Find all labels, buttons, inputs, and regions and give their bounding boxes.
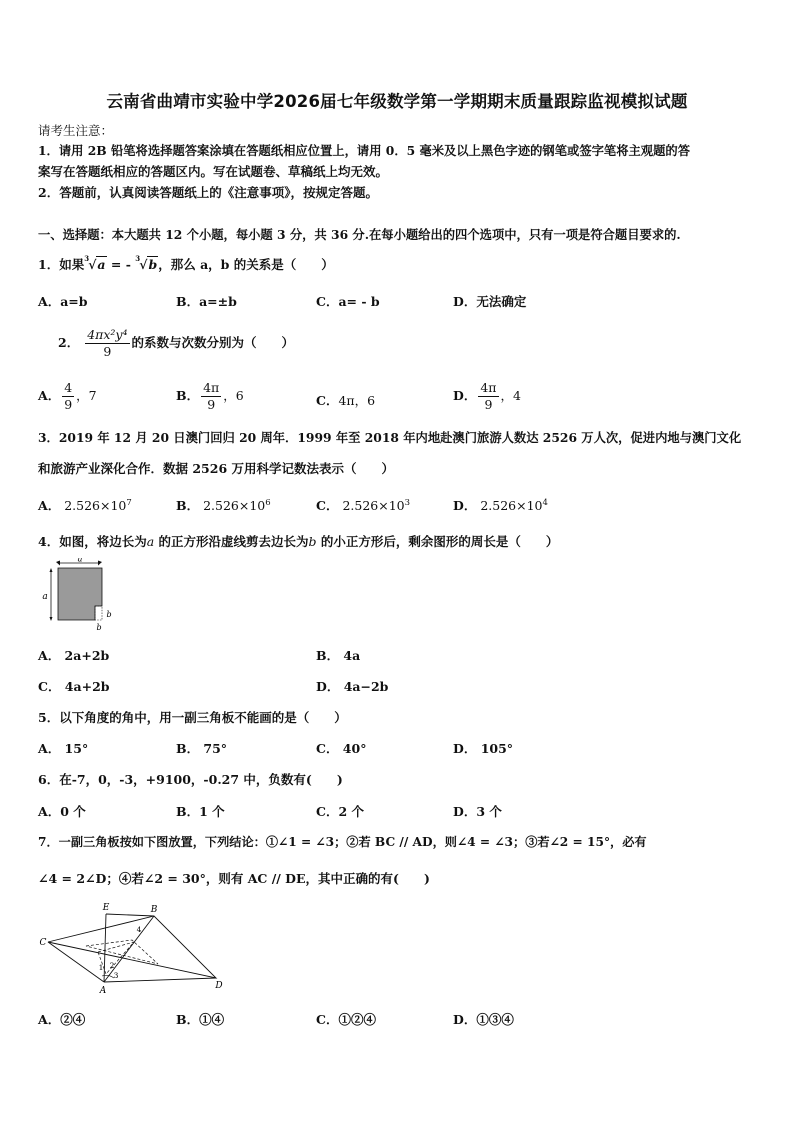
denominator: 9 [64,397,73,412]
option-d[interactable] [453,381,521,412]
option-text: 4π，6 [338,393,376,408]
option-d[interactable]: D．无法确定 [453,294,527,309]
option-a[interactable] [38,381,97,412]
mantissa: 2.526×10 [342,498,405,513]
q4-text-post: 的小正方形后，剩余图形的周长是（ ） [316,534,559,549]
radicand-a: a [97,257,106,272]
option-tail: ，4 [500,388,521,403]
fraction [201,381,221,412]
option-b[interactable]: B．1 个 [176,804,225,819]
option-c[interactable]: C． 40° [316,741,367,756]
fig-label-a-left: a [42,592,48,602]
option-label: D． [453,498,477,513]
point-e: E [102,903,110,913]
numerator: 4 [64,380,73,395]
angle-1: 1 [98,963,104,972]
q4-text-mid: 的正方形沿虚线剪去边长为 [154,534,309,549]
option-c[interactable] [316,496,410,514]
point-b: B [150,905,158,915]
option-b[interactable] [176,381,244,412]
option-tail: ，7 [76,388,97,403]
option-c[interactable] [316,391,375,409]
notice-item: 案写在答题纸相应的答题区内。写在试题卷、草稿纸上均无效。 [38,164,389,179]
option-c[interactable]: C．2 个 [316,804,364,819]
option-d[interactable]: D． 105° [453,741,514,756]
cube-root-a: 3 √a [84,254,106,272]
root-index: 3 [135,254,141,263]
question-5: 5．以下角度的角中，用一副三角板不能画的是（ ） [38,710,347,725]
option-label: C． [316,393,339,408]
radicand-b: b [148,257,158,272]
question-2 [58,328,294,359]
option-c[interactable]: C．①②④ [316,1012,376,1027]
mantissa: 2.526×10 [203,498,266,513]
option-a[interactable]: A．a=b [38,294,88,309]
point-c: C [39,938,47,948]
numerator: 4π [203,380,220,395]
point-a: A [99,986,107,996]
option-d[interactable] [453,496,548,514]
notice-item: 1．请用 2B 铅笔将选择题答案涂填在答题纸相应位置上，请用 0．5 毫米及以上黑色字迹的钢笔或签字笔将主观题的答 [38,143,690,158]
notice-heading: 请考生注意： [38,123,114,138]
remaining-shape [58,568,102,620]
q2-numerator: 4πx²y⁴ [87,327,128,342]
var-b: b [308,534,317,549]
q1-suffix: ，那么 a，b 的关系是（ ） [158,257,334,272]
question-3-line1: 3．2019 年 12 月 20 日澳门回归 20 周年．1999 年至 2018 年内地赴澳门旅游人数达 2526 万人次，促进内地与澳门文化 [38,430,742,445]
fraction [478,381,498,412]
option-a[interactable] [38,496,132,514]
option-label: A． [38,498,61,513]
option-b[interactable]: B．a=±b [176,294,237,309]
angle-4: 4 [136,925,142,934]
option-label: B． [176,388,200,403]
fig-label-b-bottom: b [96,623,102,632]
cut-square [95,606,102,620]
numerator: 4π [480,380,497,395]
option-b[interactable] [176,496,271,514]
exponent: 7 [126,497,132,508]
option-tail: ，6 [223,388,244,403]
mantissa: 2.526×10 [64,498,127,513]
denominator: 9 [207,397,216,412]
option-a[interactable]: A．0 个 [38,804,86,819]
notice-item: 2．答题前，认真阅读答题纸上的《注意事项》，按规定答题。 [38,185,378,200]
option-d[interactable]: D． 4a−2b [316,679,389,694]
question-3-line2: 和旅游产业深化合作．数据 2526 万用科学记数法表示（ ） [38,461,394,476]
root-index: 3 [84,254,90,263]
square-cut-figure [40,558,126,636]
question-4 [38,532,558,550]
exponent: 3 [404,497,411,508]
point-d: D [215,981,223,991]
angle-2: 2 [109,961,115,970]
question-7-line2: ∠4 = 2∠D；④若∠2 = 30°，则有 AC // DE，其中正确的有( ) [38,871,430,886]
option-label: C． [316,498,339,513]
exponent: 4 [542,497,548,508]
fraction [62,381,74,412]
mantissa: 2.526×10 [480,498,543,513]
option-d[interactable]: D．3 个 [453,804,502,819]
option-d[interactable]: D．①③④ [453,1012,514,1027]
q2-number: 2． [58,335,80,350]
triangle-cbd [48,916,216,978]
option-b[interactable]: B．①④ [176,1012,225,1027]
var-a: a [146,534,155,549]
fig-label-b-right: b [106,610,112,619]
question-7-line1: 7．一副三角板按如下图放置，下列结论：①∠1 = ∠3；②若 BC // AD，则∠4 = ∠3；③若∠2 = 15°，必有 [38,835,647,849]
option-a[interactable]: A．②④ [38,1012,86,1027]
question-1 [38,255,334,273]
angle-3: 3 [113,971,119,980]
section-heading: 一、选择题：本大题共 12 个小题，每小题 3 分，共 36 分.在每小题给出的四个选项中，只有一项是符合题目要求的. [38,227,681,242]
option-b[interactable]: B． 4a [316,648,361,663]
page-title: 云南省曲靖市实验中学2026届七年级数学第一学期期末质量跟踪监视模拟试题 [106,92,688,111]
option-c[interactable]: C．a= - b [316,294,380,309]
option-a[interactable]: A． 2a+2b [38,648,110,663]
cube-root-b: 3 √b [135,254,158,272]
question-6: 6．在-7，0，-3，+9100，-0.27 中，负数有( ) [38,772,343,787]
option-label: D． [453,388,477,403]
option-a[interactable]: A． 15° [38,741,89,756]
q1-prefix: 1．如果 [38,257,85,272]
option-label: A． [38,388,61,403]
fig-label-a-top: a [77,558,83,564]
option-c[interactable]: C． 4a+2b [38,679,110,694]
option-label: B． [176,498,200,513]
triangle-set-figure [36,902,226,998]
q4-text-pre: 4．如图，将边长为 [38,534,147,549]
q2-denominator: 9 [103,344,112,359]
denominator: 9 [484,397,493,412]
q2-suffix: 的系数与次数分别为（ ） [131,335,295,350]
exponent: 6 [265,497,271,508]
option-b[interactable]: B． 75° [176,741,228,756]
q2-monomial [85,328,129,359]
q1-eq: = - [106,257,136,272]
